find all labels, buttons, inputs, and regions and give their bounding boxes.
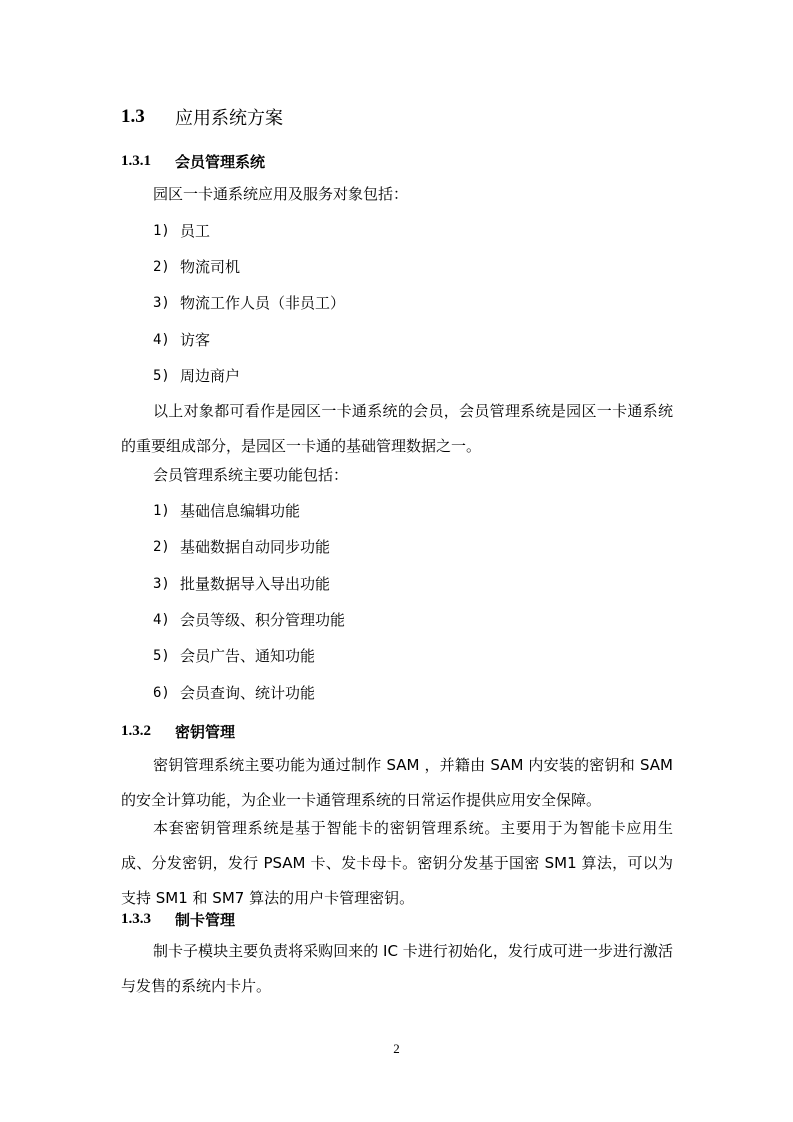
list-number: 3) xyxy=(153,576,170,592)
list-item xyxy=(153,683,315,703)
list-text: 员工 xyxy=(180,222,211,240)
list-number: 5) xyxy=(153,648,170,664)
subsection-number: 1.3.1 xyxy=(121,152,151,169)
subsection-heading-2 xyxy=(121,720,235,742)
subsection-title: 制卡管理 xyxy=(175,910,236,929)
subsection-number: 1.3.3 xyxy=(121,910,151,927)
list-item xyxy=(153,537,330,557)
list-number: 2) xyxy=(153,539,170,555)
list-item xyxy=(153,366,240,386)
section-heading xyxy=(121,104,283,130)
list-number: 1) xyxy=(153,223,170,239)
list-number: 2) xyxy=(153,259,170,275)
subsection-title: 会员管理系统 xyxy=(175,152,266,171)
list-text: 周边商户 xyxy=(180,367,241,385)
list-text: 物流司机 xyxy=(180,258,241,276)
list-item xyxy=(153,610,345,630)
list-item xyxy=(153,330,210,350)
page-number: 2 xyxy=(393,1041,400,1056)
list-item xyxy=(153,221,210,241)
section-number: 1.3 xyxy=(121,106,145,127)
subsection-number: 1.3.2 xyxy=(121,722,151,739)
list-item xyxy=(153,257,240,277)
paragraph: 制卡子模块主要负责将采购回来的 IC 卡进行初始化，发行成可进一步进行激活与发售的系统内卡片。 xyxy=(121,942,673,995)
subsection-heading-1 xyxy=(121,150,265,172)
paragraph: 密钥管理系统主要功能为通过制作 SAM ，并籍由 SAM 内安装的密钥和 SAM 的安全计算功能，为企业一卡通管理系统的日常运作提供应用安全保障。 xyxy=(121,756,673,809)
functions-intro: 会员管理系统主要功能包括： xyxy=(153,466,349,484)
section-title: 应用系统方案 xyxy=(175,108,283,129)
list-text: 访客 xyxy=(180,331,211,349)
list-number: 4) xyxy=(153,612,170,628)
list-number: 4) xyxy=(153,332,170,348)
list-text: 会员等级、积分管理功能 xyxy=(180,611,346,629)
list-item xyxy=(153,501,300,521)
list-text: 批量数据导入导出功能 xyxy=(180,575,331,593)
subsection-title: 密钥管理 xyxy=(175,722,236,741)
list-item xyxy=(153,646,315,666)
paragraph: 以上对象都可看作是园区一卡通系统的会员，会员管理系统是园区一卡通系统的重要组成部分，是园区一卡通的基础管理数据之一。 xyxy=(121,402,673,455)
subsection-heading-3 xyxy=(121,908,235,930)
list-item xyxy=(153,293,345,313)
list-item xyxy=(153,574,330,594)
list-number: 5) xyxy=(153,368,170,384)
paragraph: 本套密钥管理系统是基于智能卡的密钥管理系统。主要用于为智能卡应用生成、分发密钥，发行 PSAM 卡、发卡母卡。密钥分发基于国密 SM1 算法，可以为支持 SM1 和 SM7 算法的用户卡管理密钥。 xyxy=(121,819,673,907)
list-text: 基础数据自动同步功能 xyxy=(180,538,331,556)
list-text: 物流工作人员（非员工） xyxy=(180,294,346,312)
list-number: 6) xyxy=(153,685,170,701)
list-text: 基础信息编辑功能 xyxy=(180,502,301,520)
list-number: 3) xyxy=(153,295,170,311)
list-number: 1) xyxy=(153,503,170,519)
list-text: 会员查询、统计功能 xyxy=(180,684,316,702)
intro-text: 园区一卡通系统应用及服务对象包括： xyxy=(153,185,409,203)
list-text: 会员广告、通知功能 xyxy=(180,647,316,665)
